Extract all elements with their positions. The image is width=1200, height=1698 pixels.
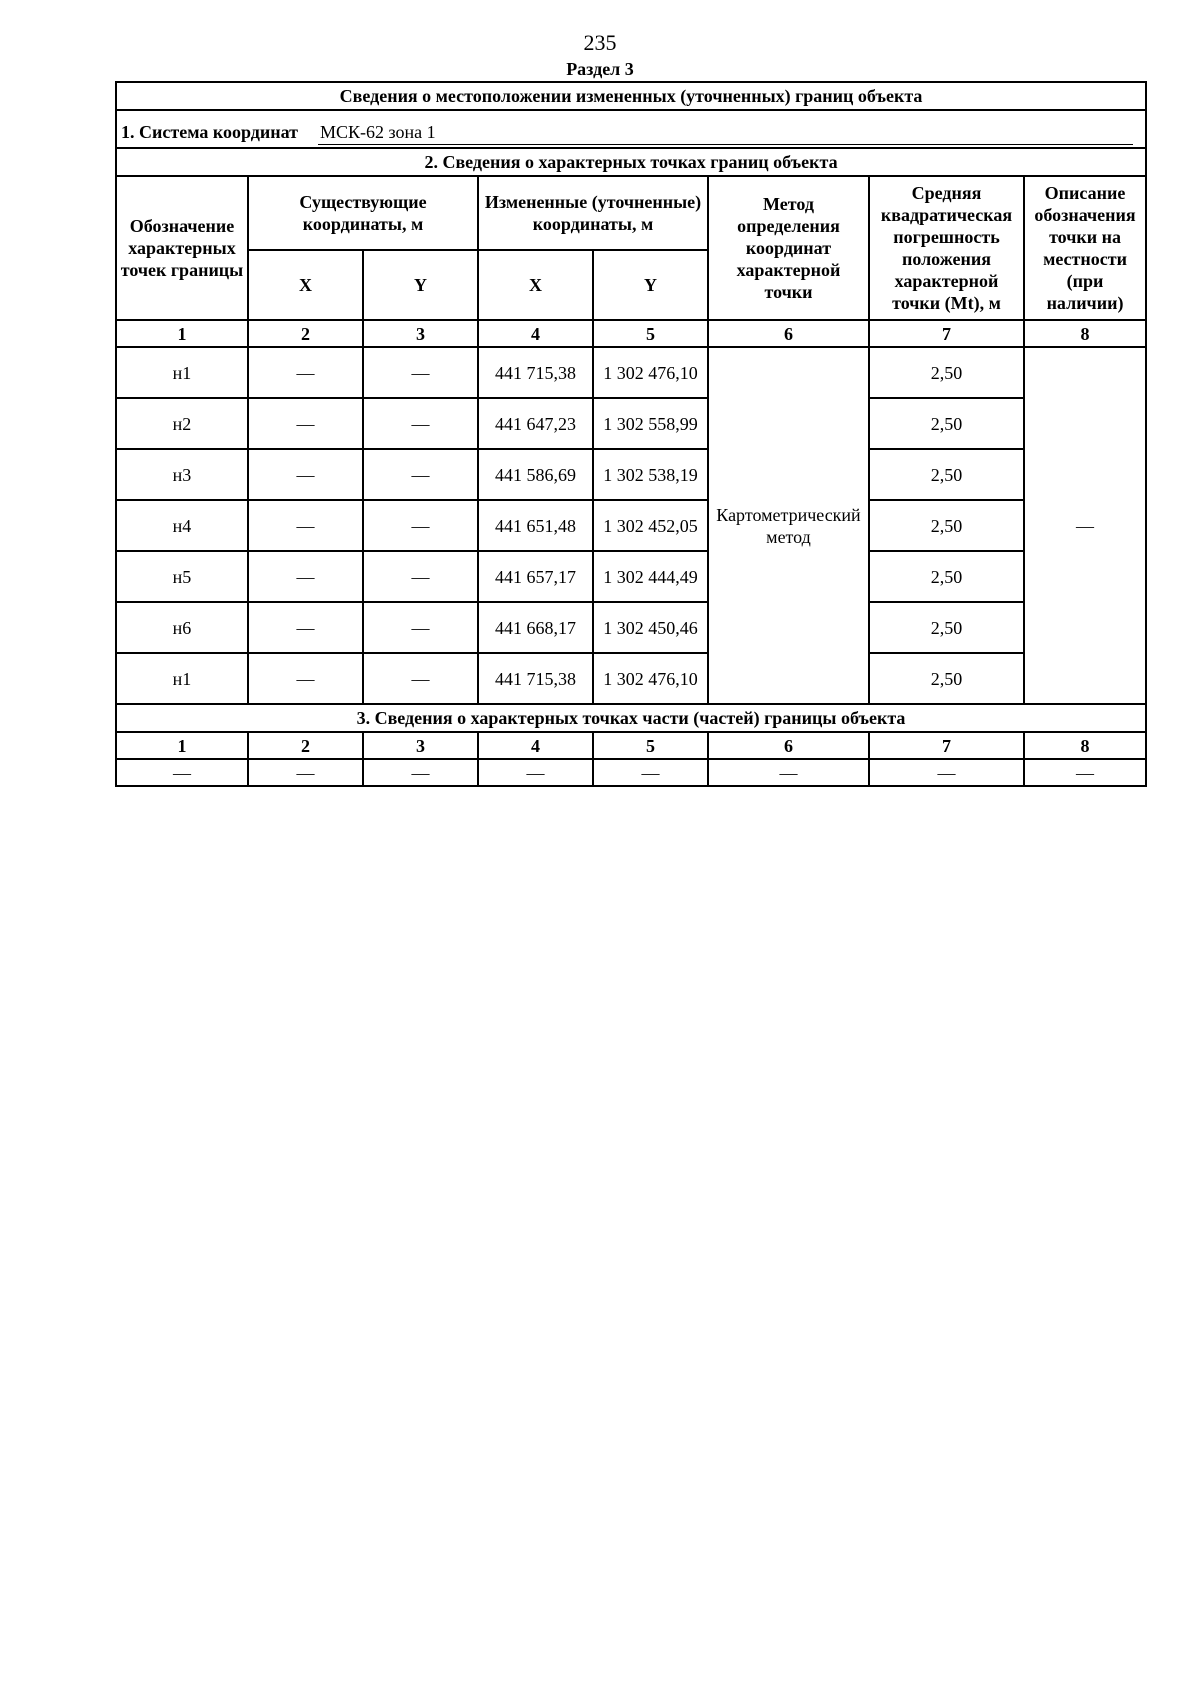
method-cell: Картометрический метод (708, 347, 869, 704)
table-row (116, 449, 1146, 500)
coord-system-value: МСК-62 зона 1 (318, 120, 1133, 145)
header-existing-y: Y (363, 250, 478, 320)
error-value: 2,50 (869, 500, 1024, 551)
header-error: Средняя квадратическая погрешность положения характерной точки (Mt), м (869, 176, 1024, 320)
table-row (116, 398, 1146, 449)
parts-cell: — (593, 759, 708, 786)
coord-system-row (116, 110, 1146, 148)
parts-column-number: 7 (869, 732, 1024, 759)
point-name: н3 (116, 449, 248, 500)
table-row (116, 347, 1146, 398)
changed-y: 1 302 450,46 (593, 602, 708, 653)
existing-y: — (363, 398, 478, 449)
error-value: 2,50 (869, 551, 1024, 602)
boundary-table (115, 81, 1147, 787)
existing-x: — (248, 551, 363, 602)
column-number: 4 (478, 320, 593, 347)
parts-cell: — (869, 759, 1024, 786)
parts-column-number: 1 (116, 732, 248, 759)
parts-column-number: 6 (708, 732, 869, 759)
section-label: Раздел 3 (566, 59, 634, 79)
parts-row (116, 759, 1146, 786)
header-changed-y: Y (593, 250, 708, 320)
existing-x: — (248, 449, 363, 500)
changed-x: 441 657,17 (478, 551, 593, 602)
table-row (116, 500, 1146, 551)
changed-y: 1 302 444,49 (593, 551, 708, 602)
parts-column-number: 5 (593, 732, 708, 759)
parts-column-number: 8 (1024, 732, 1146, 759)
parts-cell: — (478, 759, 593, 786)
point-name: н1 (116, 347, 248, 398)
changed-y: 1 302 452,05 (593, 500, 708, 551)
existing-y: — (363, 653, 478, 704)
existing-x: — (248, 653, 363, 704)
changed-x: 441 668,17 (478, 602, 593, 653)
column-number: 2 (248, 320, 363, 347)
header-existing: Существующие координаты, м (248, 176, 478, 250)
changed-x: 441 586,69 (478, 449, 593, 500)
header-designation: Обозначение характерных точек границы (116, 176, 248, 320)
header-changed-x: X (478, 250, 593, 320)
parts-cell: — (363, 759, 478, 786)
existing-y: — (363, 449, 478, 500)
existing-y: — (363, 602, 478, 653)
existing-y: — (363, 347, 478, 398)
column-number: 5 (593, 320, 708, 347)
description-cell: — (1024, 347, 1146, 704)
existing-x: — (248, 398, 363, 449)
parts-cell: — (248, 759, 363, 786)
parts-cell: — (116, 759, 248, 786)
table-title: Сведения о местоположении измененных (уточненных) границ объекта (116, 82, 1146, 110)
error-value: 2,50 (869, 449, 1024, 500)
column-number: 3 (363, 320, 478, 347)
page-number: 235 (583, 30, 617, 55)
point-name: н1 (116, 653, 248, 704)
changed-x: 441 651,48 (478, 500, 593, 551)
error-value: 2,50 (869, 653, 1024, 704)
existing-y: — (363, 551, 478, 602)
changed-y: 1 302 558,99 (593, 398, 708, 449)
parts-column-number: 4 (478, 732, 593, 759)
column-number: 6 (708, 320, 869, 347)
column-number: 8 (1024, 320, 1146, 347)
changed-y: 1 302 476,10 (593, 347, 708, 398)
header-description: Описание обозначения точки на местности (при наличии) (1024, 176, 1146, 320)
header-existing-x: X (248, 250, 363, 320)
parts-column-number: 3 (363, 732, 478, 759)
table-row (116, 653, 1146, 704)
changed-y: 1 302 538,19 (593, 449, 708, 500)
existing-x: — (248, 347, 363, 398)
existing-x: — (248, 602, 363, 653)
parts-column-number: 2 (248, 732, 363, 759)
error-value: 2,50 (869, 398, 1024, 449)
error-value: 2,50 (869, 347, 1024, 398)
header-changed: Измененные (уточненные) координаты, м (478, 176, 708, 250)
parts-cell: — (708, 759, 869, 786)
table-row (116, 551, 1146, 602)
point-name: н4 (116, 500, 248, 551)
error-value: 2,50 (869, 602, 1024, 653)
points-section-title: 2. Сведения о характерных точках границ объекта (116, 148, 1146, 176)
table-row (116, 602, 1146, 653)
changed-y: 1 302 476,10 (593, 653, 708, 704)
changed-x: 441 647,23 (478, 398, 593, 449)
existing-x: — (248, 500, 363, 551)
parts-cell: — (1024, 759, 1146, 786)
changed-x: 441 715,38 (478, 347, 593, 398)
parts-section-title: 3. Сведения о характерных точках части (частей) границы объекта (116, 704, 1146, 732)
point-name: н6 (116, 602, 248, 653)
header-method: Метод определения координат характерной точки (708, 176, 869, 320)
column-number: 1 (116, 320, 248, 347)
existing-y: — (363, 500, 478, 551)
point-name: н2 (116, 398, 248, 449)
coord-system-label: 1. Система координат (121, 122, 298, 142)
column-number: 7 (869, 320, 1024, 347)
changed-x: 441 715,38 (478, 653, 593, 704)
point-name: н5 (116, 551, 248, 602)
